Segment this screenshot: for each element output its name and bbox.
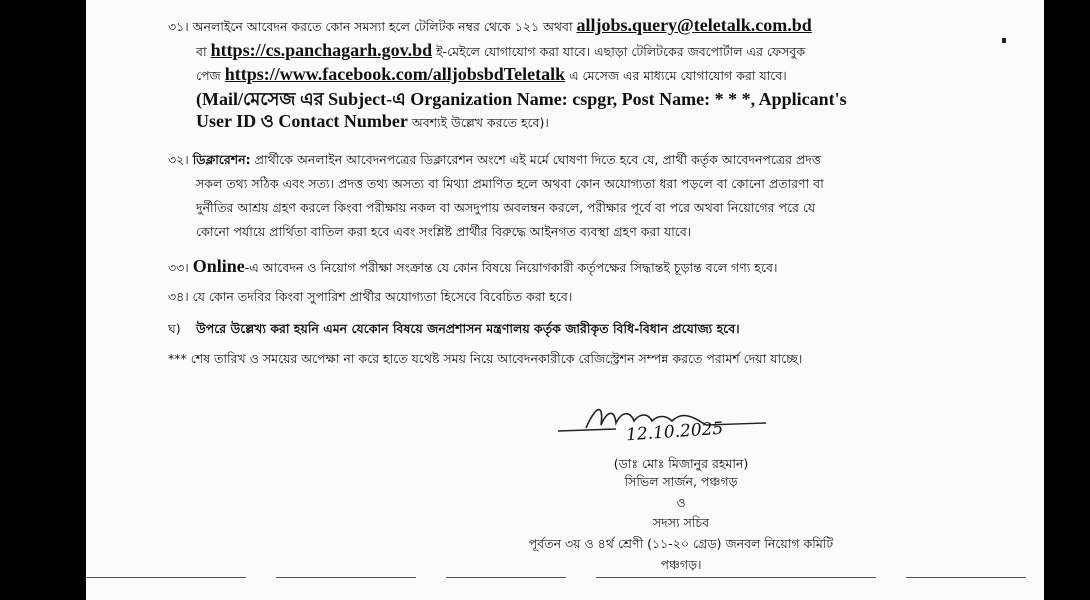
clause-32-line-4: কোনো পর্যায়ে প্রার্থিতা বাতিল করা হবে এবং সংশ্লিষ্ট প্রার্থীর বিরুদ্ধে আইনগত ব্যবস্থা গ্রহণ করা যাবে।	[196, 224, 692, 239]
clause-34-text: ৩৪। যে কোন তদবির কিংবা সুপারিশ প্রার্থীর অযোগ্যতা হিসেবে বিবেচিত করা হবে।	[168, 289, 573, 304]
signature-date: 12.10.2025	[625, 418, 724, 446]
clause-33-online: Online	[192, 256, 245, 276]
clause-31-line-2-suffix: ই-মেইলে যোগাযোগ করা যাবে। এছাড়া টেলিটকের জবপোর্টাল এর ফেসবুক	[432, 43, 806, 59]
cs-panchagarh-link[interactable]: https://cs.panchagarh.gov.bd	[210, 39, 433, 60]
clause-31-line-3-prefix: পেজ	[196, 68, 225, 83]
declaration-heading: ডিক্লারেশন:	[192, 152, 251, 167]
clause-gh-line	[168, 318, 1028, 341]
clause-gh-text: উপরে উল্লেখ্য করা হয়নি এমন যেকোন বিষয়ে জনপ্রশাসন মন্ত্রণালয় কর্তৃক জারীকৃত বিধি-বিধান প্রযোজ্য হবে।	[196, 321, 740, 336]
clause-31-line-5-suffix: অবশ্যই উল্লেখ করতে হবে)।	[407, 115, 549, 130]
clause-32-number: ৩২।	[168, 152, 193, 167]
clause-31-line-3	[168, 63, 1028, 88]
clause-33-line	[168, 255, 1028, 280]
document-page	[86, 0, 1044, 600]
signatory-conjunction: ও	[676, 495, 686, 510]
clause-31-line-1-text: ৩১। অনলাইনে আবেদন করতে কোন সমস্যা হলে টেলিটক নম্বর থেকে ১২১ অথবা	[168, 19, 577, 34]
footer-rule-5	[906, 577, 1026, 578]
footer-rule-1	[86, 577, 246, 578]
clause-31-line-4: (Mail/মেসেজ এর Subject-এ Organization Name: cspgr, Post Name: * * *, Applicant's	[196, 88, 847, 109]
committee-name: পূর্বতন ৩য় ও ৪র্থ শ্রেণী (১১-২০ গ্রেড) জনবল নিয়োগ কমিটি	[528, 536, 834, 551]
signatory-place: পঞ্চগড়।	[660, 557, 702, 572]
clause-32-line-3: দুর্নীতির আশ্রয় গ্রহণ করলে কিংবা পরীক্ষায় নকল বা অসদুপায় অবলম্বন করলে, পরীক্ষার পূর্বে বা পরে অথবা নিয়োগের পরে যে	[196, 200, 816, 215]
footer-rule-3	[446, 577, 566, 578]
clause-33	[168, 255, 1028, 280]
clause-32-line-1	[168, 148, 1028, 172]
footer-rule-2	[276, 577, 416, 578]
clause-32-line-1-text: প্রার্থীকে অনলাইন আবেদনপত্রের ডিক্লারেশন অংশে এই মর্মে ঘোষণা দিতে হবে যে, প্রার্থী কর্তৃক আবেদনপত্রের প্রদত্ত	[250, 152, 821, 167]
clause-31-line-5	[168, 110, 1028, 135]
clause-31-line-5-bold: User ID ও Contact Number	[196, 111, 408, 131]
signatory-title: সিভিল সার্জন, পঞ্চগড়	[624, 474, 738, 489]
clause-32	[168, 148, 1028, 244]
deadline-note-text: *** শেষ তারিখ ও সময়ের অপেক্ষা না করে হাতে যথেষ্ট সময় নিয়ে আবেদনকারীকে রেজিস্ট্রেশন সম্পন্ন করতে পরামর্শ দেয়া যাচ্ছে।	[168, 351, 803, 366]
clause-34	[168, 286, 1028, 309]
clause-gh	[168, 318, 1028, 341]
signatory-name: (ডাঃ মোঃ মিজানুর রহমান)	[613, 456, 749, 471]
clause-31-line-2	[168, 39, 1028, 64]
clause-31-line-2-prefix: বা	[196, 43, 211, 59]
signatory-role: সদস্য সচিব	[652, 515, 710, 530]
clause-33-number: ৩৩।	[168, 260, 193, 275]
clause-31-line-1	[168, 14, 1028, 39]
query-email-link[interactable]: alljobs.query@teletalk.com.bd	[576, 15, 812, 35]
clause-31	[168, 14, 1028, 135]
footer-rule-4	[596, 577, 876, 578]
facebook-page-link[interactable]: https://www.facebook.com/alljobsbdTeletalk	[224, 64, 566, 84]
clause-31-line-3-suffix: এ মেসেজ এর মাধ্যমে যোগাযোগ করা যাবে।	[565, 68, 787, 83]
deadline-note	[168, 348, 1028, 371]
clause-gh-marker: ঘ)	[168, 321, 181, 336]
clause-33-text: -এ আবেদন ও নিয়োগ পরীক্ষা সংক্রান্ত যে কোন বিষয়ে নিয়োগকারী কর্তৃপক্ষের সিদ্ধান্তই চূড়ান্ত বলে গণ্য হবে।	[244, 260, 778, 275]
clause-32-line-2: সকল তথ্য সঠিক এবং সত্য। প্রদত্ত তথ্য অসত্য বা মিথ্যা প্রমাণিত হলে অথবা কোন অযোগ্যতা ধরা পড়লে বা কোনো প্রতারণা বা	[196, 176, 824, 191]
